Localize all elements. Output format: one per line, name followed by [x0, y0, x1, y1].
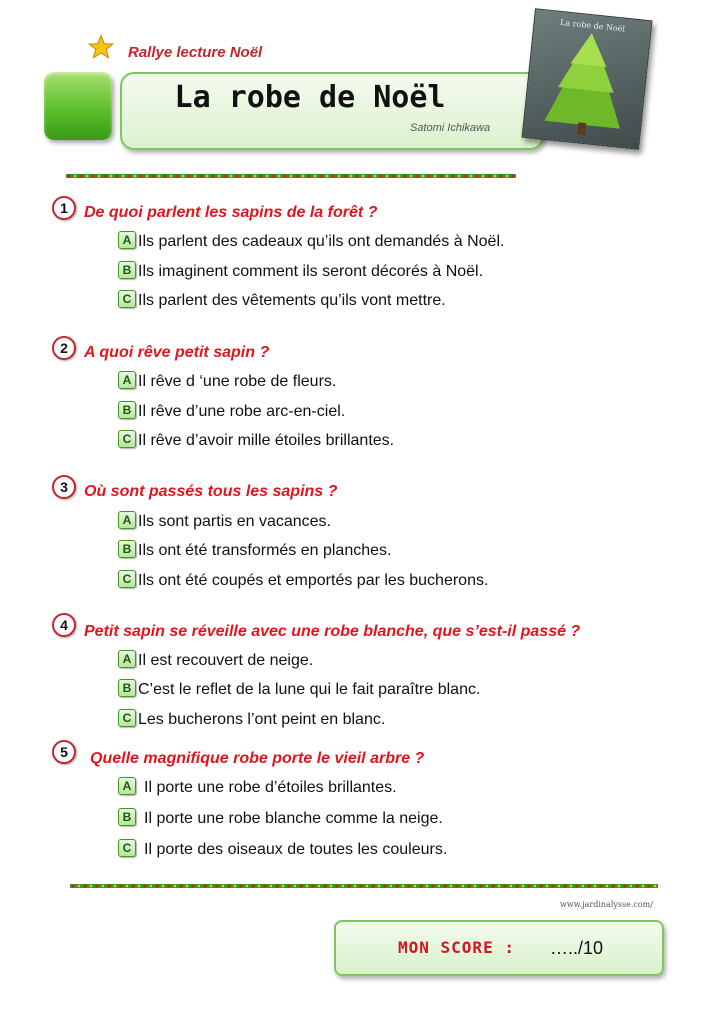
option-5a-text: Il porte une robe d’étoiles brillantes. [144, 779, 397, 796]
tree-icon [523, 9, 652, 148]
score-value: …../10 [550, 938, 604, 958]
option-2c-text: Il rêve d’avoir mille étoiles brillantes. [138, 432, 395, 449]
author-name: Satomi Ichikawa [410, 122, 491, 134]
question-number-1: 1 [52, 196, 76, 220]
option-badge-5b[interactable]: B [118, 808, 136, 826]
question-1-text: De quoi parlent les sapins de la forêt ? [84, 204, 378, 221]
garland-divider-top [66, 172, 516, 180]
option-3a-text: Ils sont partis en vacances. [138, 513, 331, 530]
option-badge-4c[interactable]: C [118, 709, 136, 727]
option-2b-text: Il rêve d’une robe arc-en-ciel. [138, 403, 346, 420]
option-1c-text: Ils parlent des vêtements qu’ils vont mettre. [138, 292, 446, 309]
option-badge-1b[interactable]: B [118, 261, 136, 279]
option-badge-2c[interactable]: C [118, 430, 136, 448]
rallye-subtitle: Rallye lecture Noël [128, 44, 263, 61]
question-number-3: 3 [52, 475, 76, 499]
question-2-text: A quoi rêve petit sapin ? [84, 344, 270, 361]
option-badge-4b[interactable]: B [118, 679, 136, 697]
option-badge-2b[interactable]: B [118, 401, 136, 419]
option-badge-5c[interactable]: C [118, 839, 136, 857]
option-badge-3c[interactable]: C [118, 570, 136, 588]
question-3-text: Où sont passés tous les sapins ? [84, 483, 338, 500]
option-badge-2a[interactable]: A [118, 371, 136, 389]
book-cover-image [522, 8, 653, 150]
question-number-2: 2 [52, 336, 76, 360]
option-badge-3b[interactable]: B [118, 540, 136, 558]
question-5-text: Quelle magnifique robe porte le vieil arbre ? [90, 750, 425, 767]
option-badge-1c[interactable]: C [118, 290, 136, 308]
option-3c-text: Ils ont été coupés et emportés par les bucherons. [138, 572, 489, 589]
question-number-5: 5 [52, 740, 76, 764]
option-badge-4a[interactable]: A [118, 650, 136, 668]
garland-divider-bottom [70, 882, 658, 890]
score-label: MON SCORE : [398, 938, 515, 957]
website-url: www.jardinalysse.com/ [560, 900, 653, 909]
question-4-text: Petit sapin se réveille avec une robe blanche, que s’est-il passé ? [84, 623, 581, 640]
option-badge-3a[interactable]: A [118, 511, 136, 529]
option-4a-text: Il est recouvert de neige. [138, 652, 314, 669]
option-4b-text: C’est le reflet de la lune qui le fait paraître blanc. [138, 681, 481, 698]
option-badge-1a[interactable]: A [118, 231, 136, 249]
option-3b-text: Ils ont été transformés en planches. [138, 542, 392, 559]
option-1a-text: Ils parlent des cadeaux qu’ils ont demandés à Noël. [138, 233, 505, 250]
green-square-decoration [44, 72, 112, 140]
option-4c-text: Les bucherons l’ont peint en blanc. [138, 711, 386, 728]
option-5b-text: Il porte une robe blanche comme la neige. [144, 810, 443, 827]
option-1b-text: Ils imaginent comment ils seront décorés à Noël. [138, 263, 484, 280]
book-cover-title: La robe de Noël [559, 17, 626, 34]
option-5c-text: Il porte des oiseaux de toutes les couleurs. [144, 841, 448, 858]
page-title: La robe de Noël [174, 80, 446, 115]
star-icon [88, 34, 114, 60]
option-badge-5a[interactable]: A [118, 777, 136, 795]
question-number-4: 4 [52, 613, 76, 637]
option-2a-text: Il rêve d ‘une robe de fleurs. [138, 373, 337, 390]
